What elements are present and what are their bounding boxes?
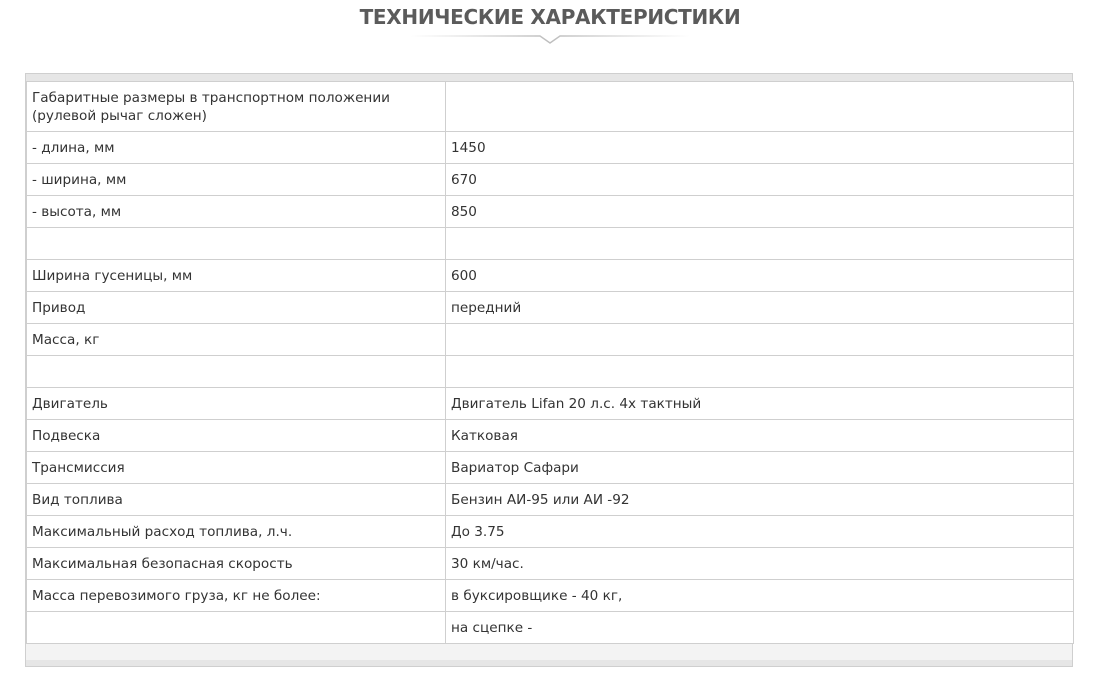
spec-label: - высота, мм [27,196,446,228]
specs-table-frame [25,73,1073,667]
table-row [27,452,1074,484]
spec-label [27,612,446,644]
spec-value: До 3.75 [446,516,1074,548]
spec-label: Максимальная безопасная скорость [27,548,446,580]
spec-value: передний [446,292,1074,324]
spec-value: Вариатор Сафари [446,452,1074,484]
spec-label: Габаритные размеры в транспортном положении (рулевой рычаг сложен) [27,82,446,132]
table-row [27,196,1074,228]
spec-label: Подвеска [27,420,446,452]
table-row [27,82,1074,132]
table-row [27,388,1074,420]
table-row [27,356,1074,388]
spec-label: - ширина, мм [27,164,446,196]
table-row [27,580,1074,612]
spec-value: 670 [446,164,1074,196]
spec-label: Ширина гусеницы, мм [27,260,446,292]
spec-value: 30 км/час. [446,548,1074,580]
table-row [27,324,1074,356]
spec-label: Двигатель [27,388,446,420]
table-row [27,292,1074,324]
spec-value [446,324,1074,356]
spec-value [446,82,1074,132]
table-row [27,548,1074,580]
spec-label: Трансмиссия [27,452,446,484]
spec-label: Привод [27,292,446,324]
table-row [27,420,1074,452]
spec-label: - длина, мм [27,132,446,164]
table-row [27,484,1074,516]
table-row [27,612,1074,644]
table-row [27,260,1074,292]
table-row [27,132,1074,164]
spec-value: на сцепке - [446,612,1074,644]
spec-value: в буксировщике - 40 кг, [446,580,1074,612]
table-row [27,164,1074,196]
page-title: ТЕХНИЧЕСКИЕ ХАРАКТЕРИСТИКИ [359,5,741,29]
spec-label: Масса, кг [27,324,446,356]
section-header [0,0,1100,50]
spec-value: Бензин АИ-95 или АИ -92 [446,484,1074,516]
spec-label [27,356,446,388]
spec-label: Вид топлива [27,484,446,516]
title-underline [410,34,690,46]
spec-value: 1450 [446,132,1074,164]
spec-value: 850 [446,196,1074,228]
table-row [27,516,1074,548]
spec-value [446,356,1074,388]
spec-label: Максимальный расход топлива, л.ч. [27,516,446,548]
spec-value: Катковая [446,420,1074,452]
table-row [27,228,1074,260]
specs-table [26,81,1074,644]
spec-value: 600 [446,260,1074,292]
spec-value: Двигатель Lifan 20 л.с. 4х тактный [446,388,1074,420]
spec-value [446,228,1074,260]
spec-label: Масса перевозимого груза, кг не более: [27,580,446,612]
spec-label [27,228,446,260]
